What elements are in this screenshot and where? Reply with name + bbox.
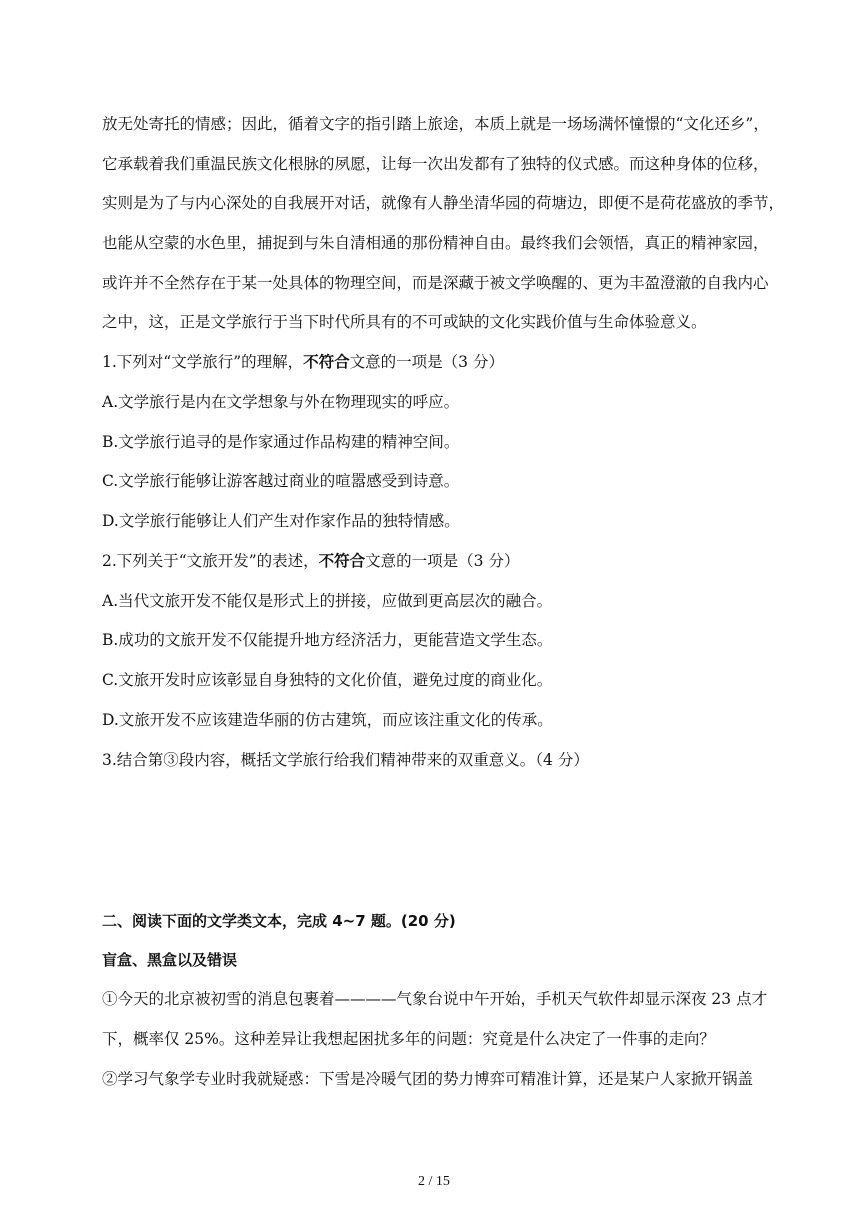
passage-line: 或许并不全然存在于某一处具体的物理空间，而是深藏于被文学唤醒的、更为丰盈澄澈的自我内心 xyxy=(102,274,769,292)
question-1-option-d: D.文学旅行能够让人们产生对作家作品的独特情感。 xyxy=(102,512,460,530)
question-2-option-a: A.当代文旅开发不能仅是形式上的拼接，应做到更高层次的融合。 xyxy=(102,592,553,610)
passage-line: 它承载着我们重温民族文化根脉的夙愿，让每一次出发都有了独特的仪式感。而这种身体的位移， xyxy=(102,155,769,173)
passage-line: 之中，这，正是文学旅行于当下时代所具有的不可或缺的文化实践价值与生命体验意义。 xyxy=(102,313,707,331)
passage-line: 放无处寄托的情感；因此，循着文字的指引踏上旅途，本质上就是一场场满怀憧憬的“文化还乡”， xyxy=(102,115,769,133)
article-line: ②学习气象学专业时我就疑惑：下雪是冷暖气团的势力博弈可精准计算，还是某户人家掀开锅盖 xyxy=(102,1070,754,1088)
question-1-option-b: B.文学旅行追寻的是作家通过作品构建的精神空间。 xyxy=(102,433,460,451)
article-line: ①今天的北京被初雪的消息包裹着————气象台说中午开始，手机天气软件却显示深夜 23 点才 xyxy=(102,990,768,1008)
article-title: 盲盒、黑盒以及错误 xyxy=(102,951,238,969)
question-3-stem: 3.结合第③段内容，概括文学旅行给我们精神带来的双重意义。（4 分） xyxy=(102,751,589,769)
question-1-option-c: C.文学旅行能够让游客越过商业的喧嚣感受到诗意。 xyxy=(102,472,460,490)
question-2-option-c: C.文旅开发时应该彰显自身独特的文化价值，避免过度的商业化。 xyxy=(102,671,553,689)
question-1-option-a: A.文学旅行是内在文学想象与外在物理现实的呼应。 xyxy=(102,393,460,411)
emphasis-keyword: 不符合 xyxy=(318,552,366,570)
question-2-option-b: B.成功的文旅开发不仅能提升地方经济活力，更能营造文学生态。 xyxy=(102,631,553,649)
question-2-stem: 2.下列关于“文旅开发”的表述，不符合文意的一项是（3 分） xyxy=(102,552,520,570)
question-2-option-d: D.文旅开发不应该建造华丽的仿古建筑，而应该注重文化的传承。 xyxy=(102,711,553,729)
passage-line: 实则是为了与内心深处的自我展开对话，就像有人静坐清华园的荷塘边，即便不是荷花盛放的季节， xyxy=(102,194,785,212)
passage-line: 也能从空蒙的水色里，捕捉到与朱自清相通的那份精神自由。最终我们会领悟，真正的精神家园， xyxy=(102,234,769,252)
article-line: 下，概率仅 25%。这种差异让我想起困扰多年的问题：究竟是什么决定了一件事的走向？ xyxy=(102,1030,715,1048)
page-number: 2 / 15 xyxy=(418,1174,450,1189)
emphasis-keyword: 不符合 xyxy=(303,353,350,371)
section-heading: 二、阅读下面的文学类文本，完成 4~7 题。(20 分) xyxy=(102,912,456,930)
question-1-stem: 1.下列对“文学旅行”的理解，不符合文意的一项是（3 分） xyxy=(102,353,504,371)
